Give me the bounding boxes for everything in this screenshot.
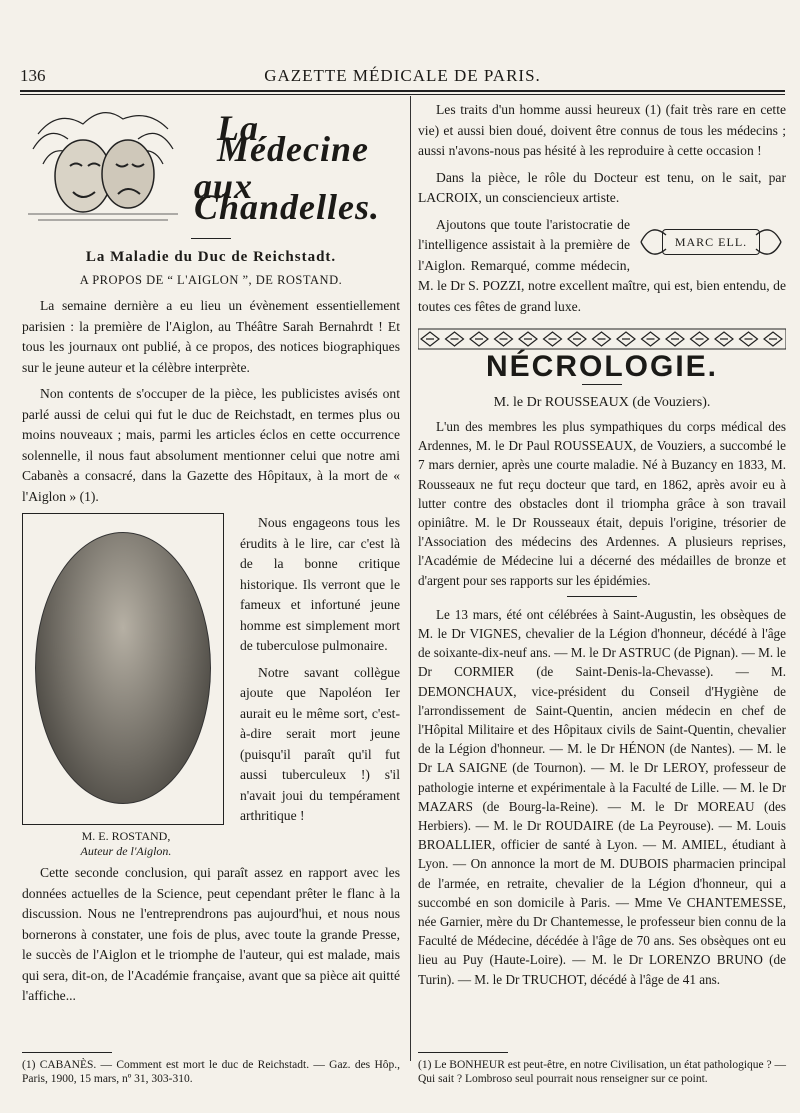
signature: MARC ELL.	[662, 229, 760, 255]
header-rule-thin	[20, 94, 785, 95]
right-paragraph-1: Les traits d'un homme aussi heureux (1) (fait très rare en cette vie) et aussi bien doué, doivent être connus de tous les médecins ; aussi n'avons-nous pas hésité à les reproduire à cette occasion !	[418, 102, 786, 158]
ornament-motif	[740, 332, 758, 346]
article-title: La Maladie du Duc de Reichstadt.	[85, 249, 337, 265]
masthead-line-2: aux Chandelles.	[194, 166, 381, 227]
ornament-motif	[691, 332, 709, 346]
ornament-motif	[446, 332, 464, 346]
signature-box	[636, 217, 786, 267]
right-footnote-rule	[418, 1052, 508, 1053]
ornamental-band	[418, 327, 786, 351]
right-paragraph-3: Ajoutons que toute l'aristocratie de l'intelligence assistait à la première de l'Aiglon. Remarqué, comme médecin, M. le Dr S. POZZI, notre excellent maître, qui est, bien entendu, de toutes ces fêtes de grand luxe.	[418, 216, 786, 314]
ornament-motif	[666, 332, 684, 346]
ornament-motif	[715, 332, 733, 346]
right-column	[418, 100, 786, 995]
article-paragraph-2: Non contents de s'occuper de la pièce, les publicistes avisés ont parlé aussi de celui qui fut le duc de Reichstadt, en termes plus ou moins nouveaux ; mais, parmi les articles éclos en cette occurrence solennelle, il nous faut absolument mentionner celui que notre ami Cabanès a consacré, dans la Gazette des Hôpitaux, à la mort de « l'Aiglon » (1).	[22, 386, 400, 504]
ornament-motif	[470, 332, 488, 346]
right-footnote: (1) Le BONHEUR est peut-être, en notre Civilisation, un état pathologique ? — Qui sait ? Lombroso seul pourrait nous renseigner sur ce point.	[418, 1059, 786, 1085]
portrait-caption-role: Auteur de l'Aiglon.	[80, 844, 172, 858]
masthead	[22, 100, 400, 232]
ornament-motif	[764, 332, 782, 346]
necrologie-paragraph-2: Le 13 mars, été ont célébrées à Saint-Augustin, les obsèques de M. le Dr VIGNES, chevalier de la Légion d'honneur, décédé à l'âge de soixante-dix-neuf ans. — M. le Dr ASTRUC (de Pignan). — M. le Dr CORMIER (de Saint-Denis-la-Chevasse). — M. DEMONCHAUX, vice-président du Conseil d'Hygiène de l'arrondissement de Saint-Quentin, ancien médecin en chef de l'Hôpital Militaire et des Hôpitaux civils de Saint-Quentin, chevalier de la Légion d'honneur. — M. le Dr HÉNON (de Nantes). — M. le Dr LA SAIGNE (de Tournon). — M. le Dr LEROY, professeur de pathologie interne et expérimentale à la Faculté de Lille. — M. le Dr MAZARS (de Bourg-la-Reine). — M. le Dr MOREAU (des Herbiers). — M. le Dr ROUDAIRE (de La Peyrouse). — M. Louis BROALLIER, officier de santé à Lyon. — M. AMIEL, étudiant à Lyon. — On annonce la mort de M. DUBOIS pharmacien principal de l'armée, en retraite, chevalier de la Légion d'honneur, qui a succombé en son domicile à Paris. — Mme Ve CHANTEMESSE, née Garnier, mère du Dr Chantemesse, le professeur bien connu de la Faculté de Médecine, décédée à l'âge de 70 ans. Ses obsèques ont eu lieu au Puy (Haute-Loire). — M. le Dr LORENZO BRUNO (de Turin). — M. le Dr TRUCHOT, décédé à l'âge de 41 ans.	[418, 606, 786, 987]
ornament-motif	[642, 332, 660, 346]
page-number: 136	[20, 66, 46, 85]
ornament-motif	[617, 332, 635, 346]
article-subtitle: A PROPOS DE “ L'AIGLON ”, DE ROSTAND.	[79, 272, 343, 287]
left-footnote: (1) CABANÈS. — Comment est mort le duc de Reichstadt. — Gaz. des Hôp., Paris, 1900, 15 mars, nº 31, 303-310.	[22, 1059, 400, 1085]
ornament-motif	[519, 332, 537, 346]
necrologie-title: NÉCROLOGIE.	[485, 350, 718, 383]
necrologie-separator	[567, 596, 637, 597]
portrait-block	[22, 513, 230, 859]
left-footnote-rule	[22, 1052, 112, 1053]
column-divider	[410, 96, 411, 1061]
necrologie-rule	[582, 384, 622, 385]
ornament-motif	[421, 332, 439, 346]
masthead-line-1: La Médecine	[217, 108, 369, 169]
article-paragraph-3: Nous engageons tous les érudits à le lire, car c'est là de la bonne critique historique. Ils verront que le fameux et infortuné jeune homme est simplement mort de tuberculose pulmonaire.	[240, 515, 400, 653]
portrait-frame	[22, 513, 224, 825]
necrologie-subhead: M. le Dr ROUSSEAUX (de Vouziers).	[493, 394, 711, 410]
necrologie-paragraph-1: L'un des membres les plus sympathiques du corps médical des Ardennes, M. le Dr Paul ROUSSEAUX, de Vouziers, a succombé le 7 mars dernier, après une courte maladie. Né à Buzancy en 1833, M. Rousseaux ne fut reçu docteur que tard, en 1862, après avoir eu à lutter contre des obstacles dont il triompha grâce à son travail opiniâtre. M. le Dr Rousseaux était, depuis l'origine, trésorier de l'Association des médecins des Ardennes. A plusieurs reprises, l'Académie de Médecine lui a décerné des médailles de bronze et d'argent pour ses rapports sur les épidémies.	[418, 419, 786, 588]
ornament-motif	[568, 332, 586, 346]
article-paragraph-4: Notre savant collègue ajoute que Napoléon Ier aurait eu le même sort, c'est-à-dire serait mort jeune (puisqu'il paraît qu'il fut aussi tuberculeux !) s'il n'avait joui du tempérament arthritique !	[240, 664, 400, 823]
ornament-motif	[544, 332, 562, 346]
theatre-masks-illustration	[28, 104, 178, 226]
article-paragraph-5: Cette seconde conclusion, qui paraît assez en rapport avec les données actuelles de la Science, peut cependant prêter le flanc à la discussion. Nous ne l'entreprendrons pas aujourd'hui, et nous nous bornerons à constater, une fois de plus, avec toute la grande Presse, le succès de l'Aiglon et le triomphe de l'auteur, qui est malade, mais qui sera, dit-on, de l'Académie française, avant que sa pièce ait quitté l'affiche...	[22, 865, 400, 1003]
ornament-motif	[593, 332, 611, 346]
article-paragraph-1: La semaine dernière a eu lieu un évènement essentiellement parisien : la première de l'Aiglon, au Théâtre Sarah Bernahrdt ! Et tous les journaux ont publié, à ce propos, des notices biographiques sur le jeune auteur et la célèbre interprète.	[22, 298, 400, 375]
page-header	[20, 62, 785, 88]
running-title: GAZETTE MÉDICALE DE PARIS.	[264, 66, 541, 85]
right-paragraph-2: Dans la pièce, le rôle du Docteur est tenu, on le sait, par LACROIX, un consciencieux artiste.	[418, 169, 786, 205]
portrait-caption-name: M. E. ROSTAND,	[81, 829, 171, 843]
left-column	[22, 100, 400, 1013]
header-rule	[20, 90, 785, 92]
title-rule	[191, 238, 231, 239]
ornament-motif	[495, 332, 513, 346]
portrait-caption	[22, 829, 230, 859]
portrait-photo	[35, 532, 211, 804]
